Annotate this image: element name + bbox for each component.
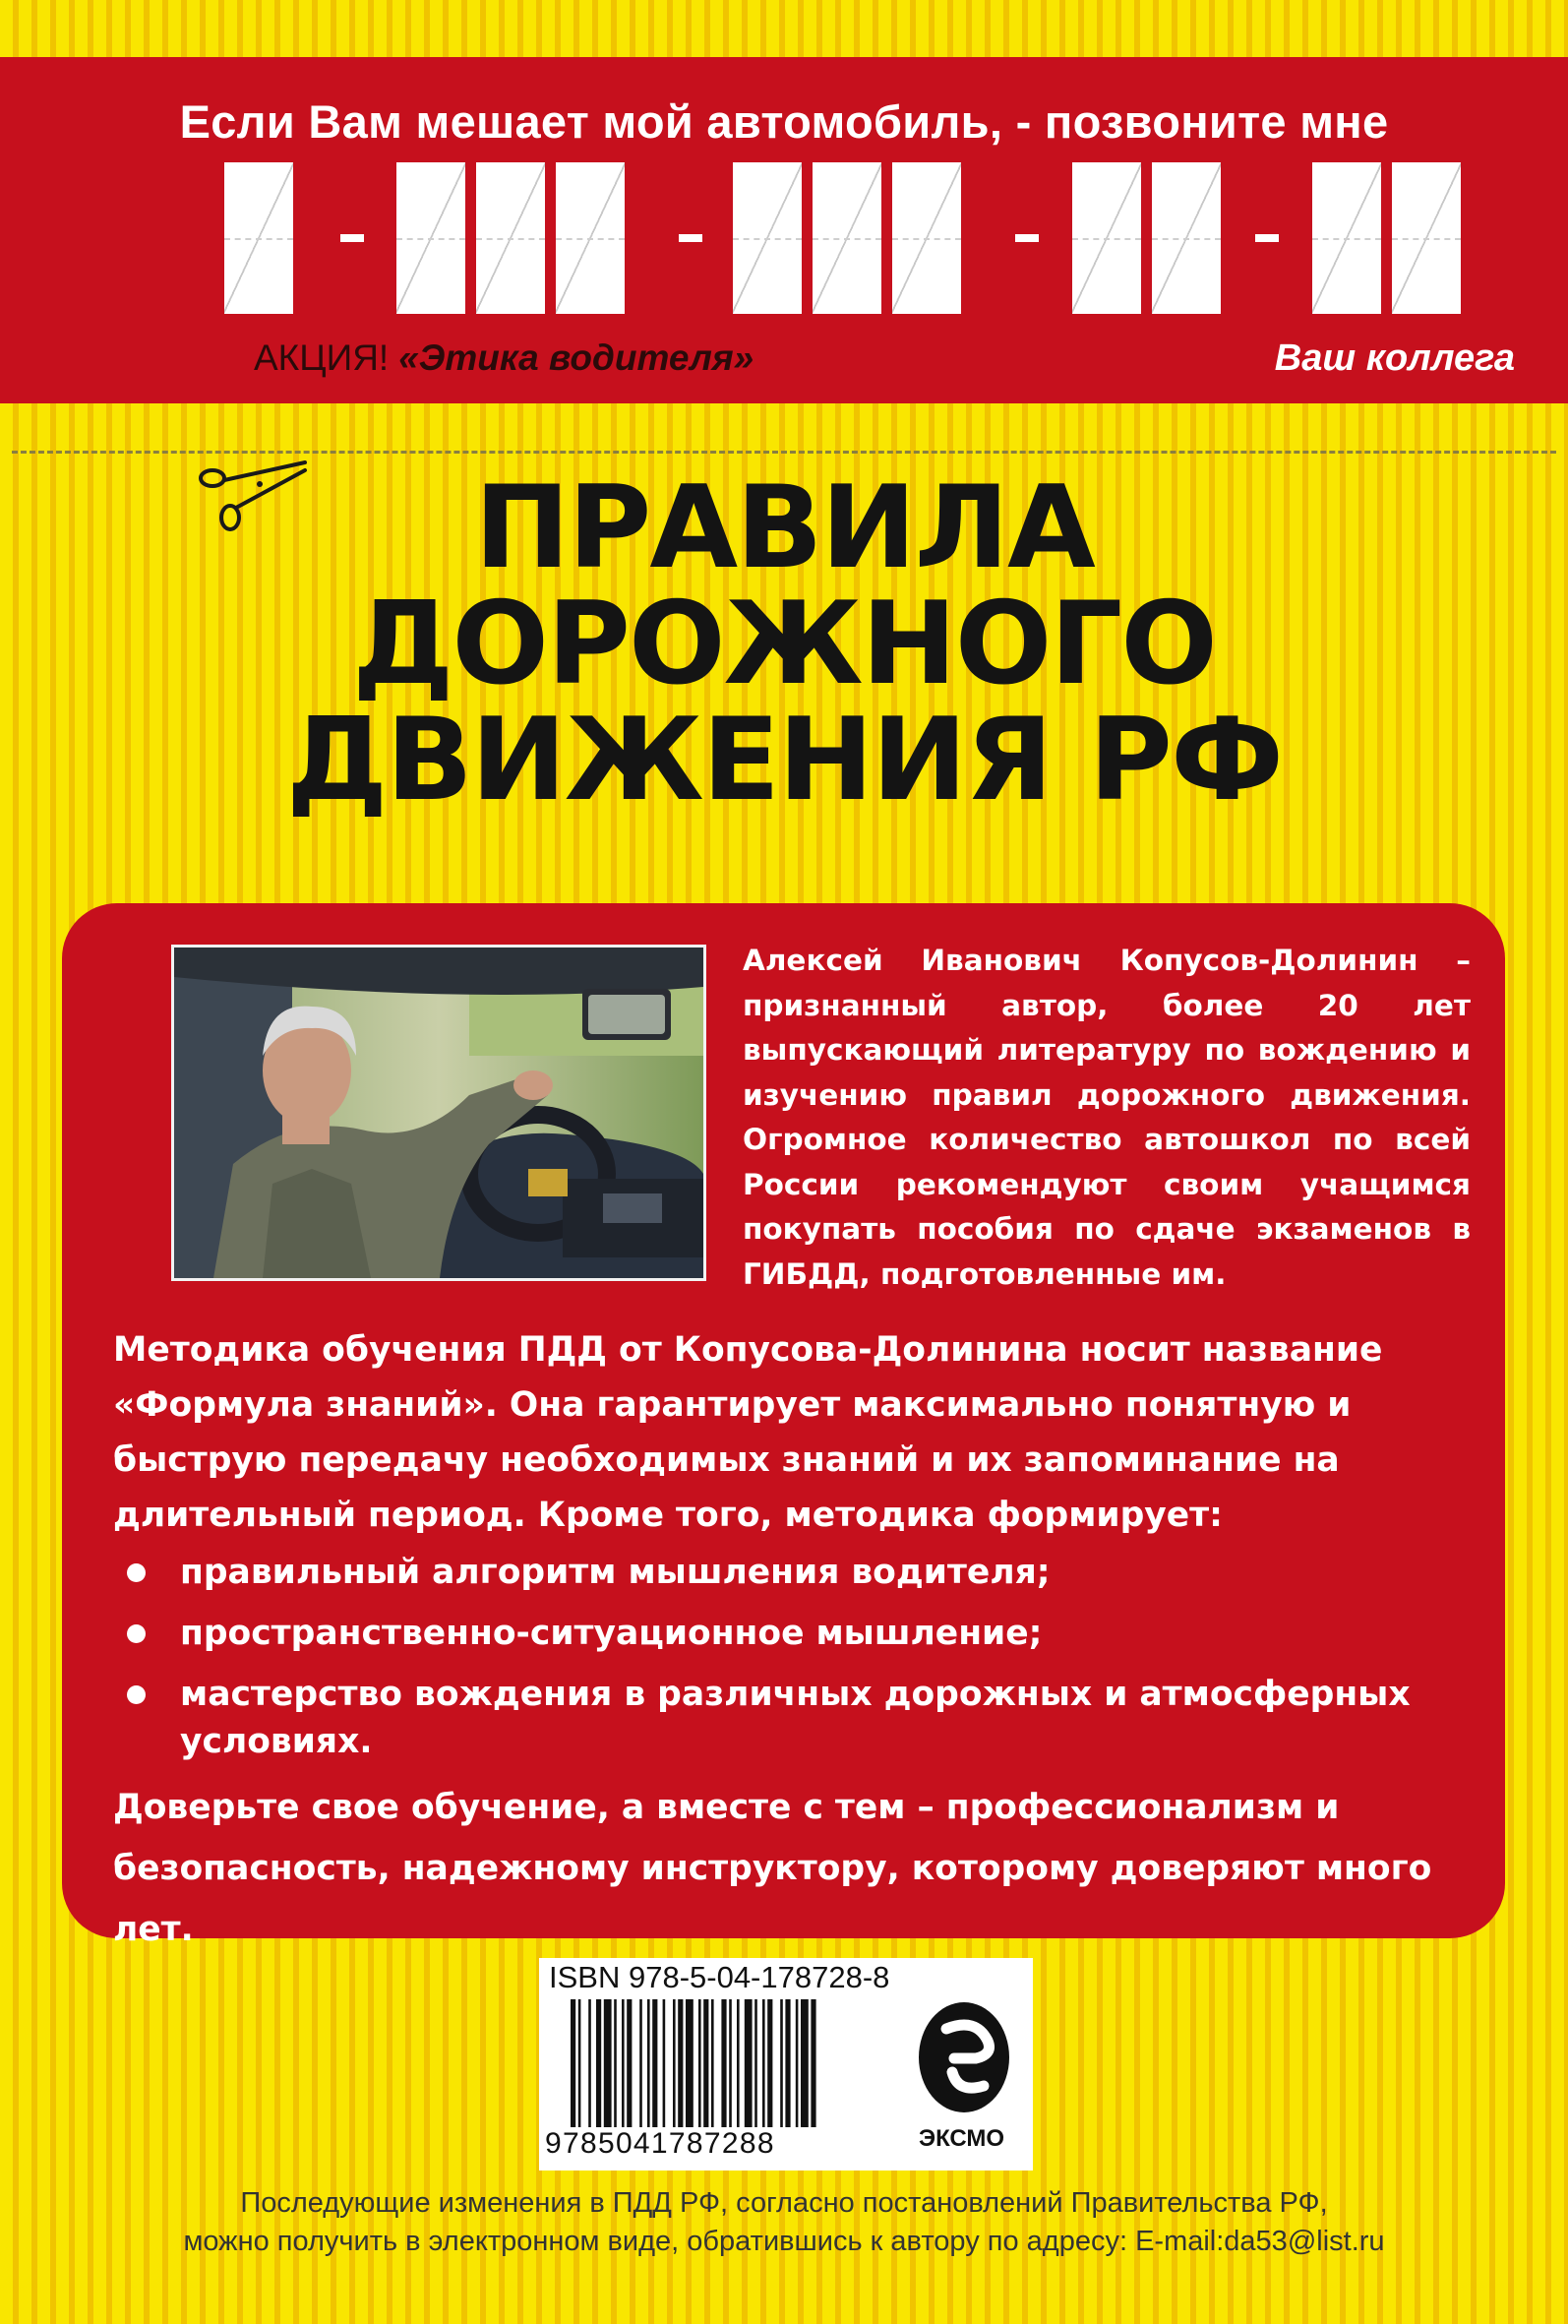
list-item: правильный алгоритм мышления водителя; [113,1549,1451,1596]
list-item: пространственно-ситуационное мышление; [113,1610,1451,1657]
digit-box [1392,162,1461,314]
footer-note [0,2184,1568,2261]
dash-separator [1015,234,1039,242]
book-title [0,461,1568,826]
method-text: Методика обучения ПДД от Копусова-Долинина носит название «Формула знаний». Она гарантирует максимально понятную и быструю передачу необходимых знаний и их запоминание на длительный период. Кроме того, методика формирует: [113,1330,1383,1535]
footer-line-1: Последующие изменения в ПДД РФ, согласно постановлений Правительства РФ, [240,2187,1328,2219]
bullet-icon [127,1563,146,1582]
title-line-2: ДОРОЖНОГО [352,578,1216,710]
digit-box [556,162,625,314]
bullet-icon [127,1624,146,1643]
digit-box [396,162,465,314]
digit-box [1152,162,1221,314]
promo-line [254,337,754,379]
dash-separator [679,234,702,242]
eksmo-logo-icon [915,1999,1013,2115]
isbn-block [539,1958,1033,2171]
signature: Ваш коллега [1274,337,1515,379]
publisher-name: ЭКСМО [919,2125,1005,2152]
isbn-label: ISBN 978-5-04-178728-8 [549,1960,890,1994]
title-line-1: ПРАВИЛА [474,461,1094,594]
description-panel [62,903,1505,1949]
banner-heading: Если Вам мешает мой автомобиль, - позвоните мне [179,95,1389,148]
method-list [113,1549,1451,1779]
author-photo [171,945,706,1281]
top-banner [0,57,1568,403]
barcode [571,1999,889,2127]
cut-line [12,451,1556,454]
promo-label: АКЦИЯ! [254,337,390,378]
digit-box [733,162,802,314]
digit-box [476,162,545,314]
author-bio: Алексей Иванович Копусов-Долинин – признанный автор, более 20 лет выпускающий литературу по вождению и изучению правил дорожного движения. Огромное количество автошкол по всей России рекомендуют своим учащимся покупать пособия по сдаче экзаменов в ГИБДД, подготовленные им. [743,944,1471,1291]
digit-box [224,162,293,314]
digit-box [1312,162,1381,314]
digit-box [1072,162,1141,314]
dash-separator [1255,234,1279,242]
list-item: мастерство вождения в различных дорожных и атмосферных условиях. [113,1671,1451,1765]
footer-line-2: можно получить в электронном виде, обратившись к автору по адресу: E-mail:da53@list.ru [183,2226,1385,2257]
digit-box [813,162,881,314]
digit-box [892,162,961,314]
title-line-3: ДВИЖЕНИЯ РФ [286,694,1282,826]
bullet-icon [127,1685,146,1704]
dash-separator [340,234,364,242]
barcode-number: 9785041787288 [545,2127,775,2160]
promo-title: «Этика водителя» [398,337,754,378]
closing-text: Доверьте свое обучение, а вместе с тем – профессионализм и безопасность, надежному инструктору, которому доверяют много лет. [113,1788,1432,1949]
